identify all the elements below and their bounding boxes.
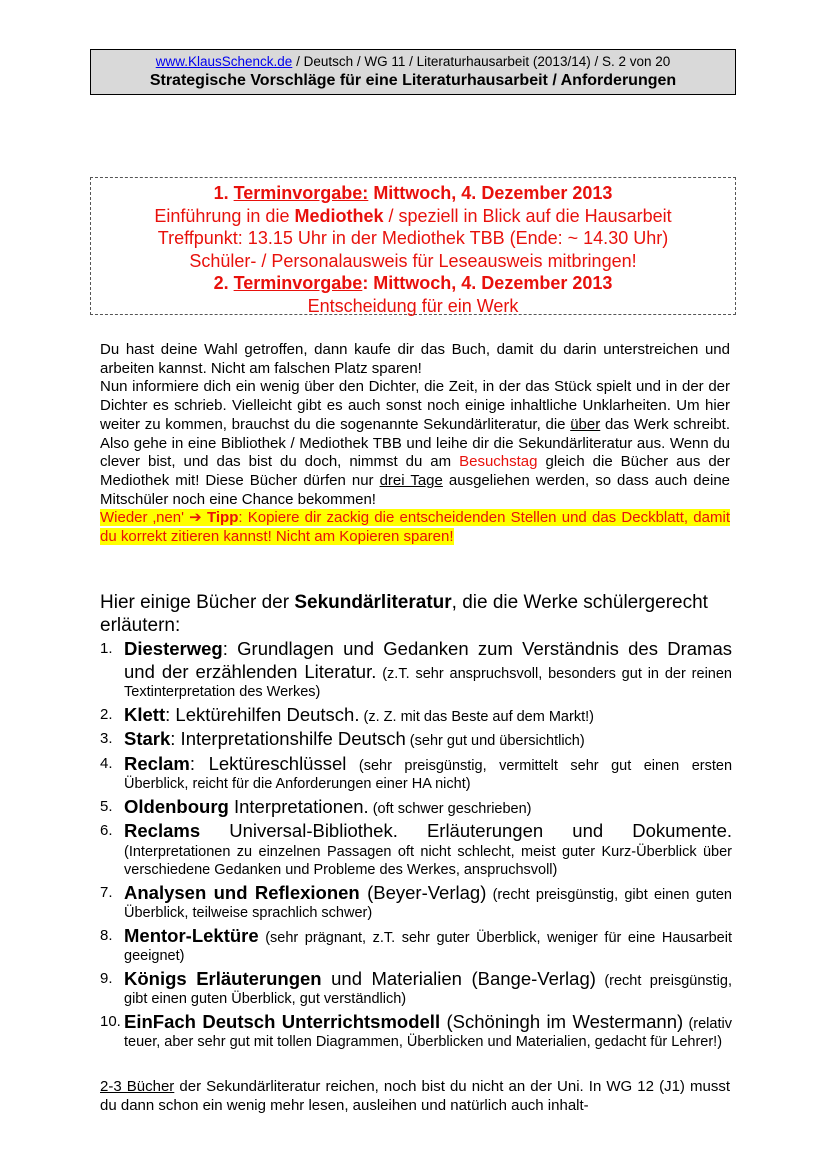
intro-p2-b: das Werk schreibt. Also gehe in eine Bibliothek / Mediothek TBB und leihe dir die Sekundärliteratur aus. Wenn du clever bist, und das bist du doch, nimmst du am [100,415,730,471]
list-item [100,796,732,819]
appointment-1-term: Terminvorgabe: [233,183,369,203]
list-number: 3. [100,730,113,747]
book-title: und Materialien (Bange-Verlag) [321,967,596,989]
book-name: EinFach Deutsch Unterrichtsmodell [124,1010,441,1032]
footer-text: der Sekundärliteratur reichen, noch bist du nicht an der Uni. In WG 12 (J1) musst du dann schon ein wenig mehr lesen, ausleihen und natürlich auch inhalt- [100,1078,730,1114]
appointment-1-number: 1. [213,183,234,203]
appointment-1-date: Mittwoch, 4. Dezember 2013 [368,183,613,203]
intro-paragraph-1: Du hast deine Wahl getroffen, dann kaufe dir das Buch, damit du darin unterstreichen und arbeiten kannst. Nicht am falschen Platz sparen! [100,341,730,377]
book-name: Diesterweg [124,638,223,659]
intro-p2-d: ausgeliehen werden, so dass auch deine Mitschüler noch eine Chance bekommen! [100,471,731,508]
appointment-box [90,177,736,315]
intro-paragraph-2 [100,378,730,509]
appointment-2-number: 2. [213,273,234,293]
book-list [100,638,732,1054]
tip-text: : Kopiere dir zackig die entscheidenden Stellen und das Deckblatt, damit du korrekt zitieren kannst! Nicht am Kopieren sparen! [100,509,730,546]
mediothek-intro [91,205,735,228]
list-item [100,882,732,923]
book-name: Reclams [124,820,201,841]
book-title: : Lektüreschlüssel [189,752,347,774]
list-item [100,820,732,880]
tip-lead: Wieder ‚nen' [100,509,190,527]
drei-tage: drei Tage [379,471,443,489]
book-note: (Interpretationen zu einzelnen Passagen oft nicht schlecht, meist guter Kurz-Überblick über verschiedene Gedanken und Probleme des Werkes, anspruchsvoll) [124,843,732,878]
book-note: (recht preisgünstig, gibt einen guten Überblick, teilweise sprachlich schwer) [124,886,732,921]
mediothek-intro-a: Einführung in die [154,205,295,226]
list-number: 4. [100,754,113,772]
book-title: : Lektürehilfen Deutsch. [165,703,360,725]
intro-p2-a: Nun informiere dich ein wenig über den Dichter, die Zeit, in der das Stück spielt und in der der Dichter es schrieb. Vielleicht gibt es auch sonst noch einige inhaltliche Unklarheiten. Um hier weiter zu kommen, brauchst du die sogenannte Sekundärliteratur, die [100,378,730,433]
books-heading [100,592,730,637]
book-note: (sehr prägnant, z.T. sehr guter Überblick, weniger für eine Hausarbeit geeignet) [124,929,732,964]
footer-paragraph [100,1078,730,1115]
header-title: Strategische Vorschläge für eine Literaturhausarbeit / Anforderungen [149,72,677,89]
id-reminder: Schüler- / Personalausweis für Leseausweis mitbringen! [189,250,637,271]
mediothek-bold: Mediothek [294,205,384,226]
intro-p2-c: gleich die Bücher aus der Mediothek mit! Diese Bücher dürfen nur [100,453,730,489]
list-item [100,753,732,794]
book-title: (Schöningh im Westermann) [440,1010,684,1032]
list-item [100,704,732,727]
list-item [100,728,732,751]
book-note: (sehr gut und übersichtlich) [405,733,585,749]
list-number: 6. [100,822,113,839]
list-number: 7. [100,883,113,901]
header-path-text: / Deutsch / WG 11 / Literaturhausarbeit (2013/14) / S. 2 von 20 [292,54,671,69]
tip-highlight [100,509,730,545]
list-number: 5. [100,797,113,815]
book-note: (oft schwer geschrieben) [368,800,532,817]
header-path [91,54,735,70]
intro-text [100,341,730,547]
appointment-2-term: Terminvorgabe [233,273,363,293]
arrow-icon: ➔ [189,509,202,527]
ueber-underlined: über [570,415,601,433]
book-note: (relativ teuer, aber sehr gut mit tollen Diagrammen, Überblicken und Materialien, gedacht für Lehrer!) [124,1015,732,1050]
tip-paragraph [100,509,730,546]
page-header [90,49,736,95]
list-item [100,1011,732,1052]
list-number: 9. [100,969,113,987]
list-item [100,968,732,1009]
tip-label: Tipp [201,509,239,527]
work-decision: Entscheidung für ein Werk [307,295,519,316]
footer-underlined: 2-3 Bücher [100,1078,175,1095]
book-name: Stark [124,728,171,749]
books-heading-a: Hier einige Bücher der [100,592,295,613]
book-note: (z. Z. mit das Beste auf dem Markt!) [359,708,594,725]
book-note: (recht preisgünstig, gibt einen guten Überblick, gut verständlich) [124,972,732,1007]
book-note: (sehr preisgünstig, vermittelt sehr gut einen ersten Überblick, reicht für die Anforderungen einer HA nicht) [124,757,733,792]
book-name: Oldenbourg [124,795,229,817]
books-heading-c: , die die Werke schülergerecht erläutern: [100,592,708,636]
list-number: 10. [100,1012,121,1030]
book-name: Analysen und Reflexionen [124,881,360,903]
book-title: Universal-Bibliothek. Erläuterungen und Dokumente. [200,820,732,841]
besuchstag: Besuchstag [459,453,538,471]
book-title: : Interpretationshilfe Deutsch [170,728,406,749]
book-title: Interpretationen. [228,795,369,817]
appointment-1 [91,182,735,205]
book-name: Mentor-Lektüre [124,924,259,946]
books-heading-bold: Sekundärliteratur [294,592,452,613]
appointment-2-date: : Mittwoch, 4. Dezember 2013 [362,273,613,293]
list-number: 2. [100,705,113,723]
book-title: (Beyer-Verlag) [359,881,487,903]
book-title: : Grundlagen und Gedanken zum Verständnis des Dramas und der erzählenden Literatur. [124,638,732,682]
list-item [100,638,732,702]
mediothek-intro-c: / speziell in Blick auf die Hausarbeit [383,205,672,226]
book-note: (z.T. sehr anspruchsvoll, besonders gut in der reinen Textinterpretation des Werkes) [124,665,732,700]
appointment-2 [91,272,735,295]
list-item [100,925,732,966]
list-number: 8. [100,926,113,944]
meeting-point: Treffpunkt: 13.15 Uhr in der Mediothek TBB (Ende: ~ 14.30 Uhr) [157,228,669,248]
book-name: Königs Erläuterungen [124,967,322,989]
website-link[interactable]: www.KlausSchenck.de [155,54,293,69]
list-number: 1. [100,640,113,657]
book-name: Reclam [124,752,190,774]
book-name: Klett [124,703,166,725]
